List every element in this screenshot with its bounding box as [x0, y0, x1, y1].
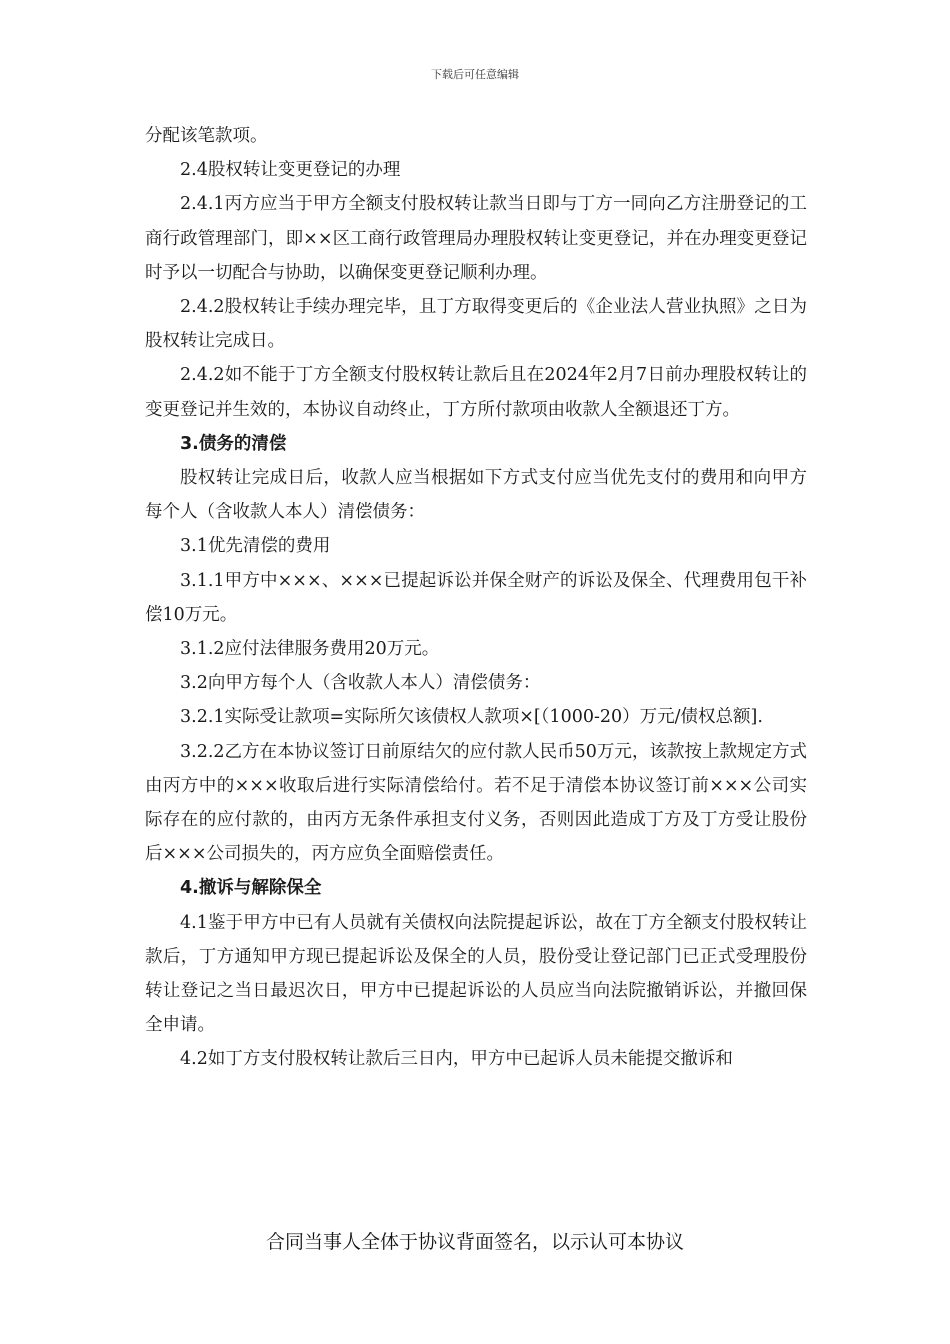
section-2-4-title: 2.4股权转让变更登记的办理	[180, 160, 401, 181]
clause-2-4-2-a: 2.4.2股权转让手续办理完毕，且丁方取得变更后的《企业法人营业执照》之日为股权转让完成日。	[145, 297, 807, 352]
clause-3-2-1: 3.2.1实际受让款项=实际所欠该债权人款项×[（1000-20）万元/债权总额].	[180, 707, 763, 728]
section-3-2-title: 3.2向甲方每个人（含收款人本人）清偿债务：	[180, 673, 541, 694]
section-3-heading: 3.债务的清偿	[180, 433, 287, 454]
clause-3-2-2: 3.2.2乙方在本协议签订日前原结欠的应付款人民币50万元，该款按上款规定方式由丙方中的×××收取后进行实际清偿给付。若不足于清偿本协议签订前×××公司实际存在的应付款的，由丙方无条件承担支付义务，否则因此造成丁方及丁方受让股份后×××公司损失的，丙方应负全面赔偿责任。	[145, 741, 807, 865]
section-3-intro: 股权转让完成日后，收款人应当根据如下方式支付应当优先支付的费用和向甲方每个人（含收款人本人）清偿债务：	[145, 468, 807, 523]
clause-4-1: 4.1鉴于甲方中已有人员就有关债权向法院提起诉讼，故在丁方全额支付股权转让款后，丁方通知甲方现已提起诉讼及保全的人员，股份受让登记部门已正式受理股份转让登记之当日最迟次日，甲方中已提起诉讼的人员应当向法院撤销诉讼，并撤回保全申请。	[145, 912, 807, 1036]
page-footer-note: 合同当事人全体于协议背面签名，以示认可本协议	[265, 1231, 684, 1253]
clause-2-4-1: 2.4.1丙方应当于甲方全额支付股权转让款当日即与丁方一同向乙方注册登记的工商行政管理部门，即××区工商行政管理局办理股权转让变更登记，并在办理变更登记时予以一切配合与协助，以确保变更登记顺利办理。	[145, 194, 807, 283]
document-body	[145, 119, 807, 1077]
section-3-1-title: 3.1优先清偿的费用	[180, 536, 331, 557]
section-4-heading: 4.撤诉与解除保全	[180, 878, 322, 899]
clause-3-1-1: 3.1.1甲方中×××、×××已提起诉讼并保全财产的诉讼及保全、代理费用包干补偿10万元。	[145, 570, 807, 625]
clause-3-1-2: 3.1.2应付法律服务费用20万元。	[180, 639, 440, 660]
clause-4-2: 4.2如丁方支付股权转让款后三日内，甲方中已起诉人员未能提交撤诉和	[180, 1049, 733, 1070]
page-header-note: 下载后可任意编辑	[431, 68, 519, 81]
clause-2-4-2-b: 2.4.2如不能于丁方全额支付股权转让款后且在2024年2月7日前办理股权转让的变更登记并生效的，本协议自动终止，丁方所付款项由收款人全额退还丁方。	[145, 365, 807, 420]
paragraph-continuation: 分配该笔款项。	[145, 126, 268, 146]
